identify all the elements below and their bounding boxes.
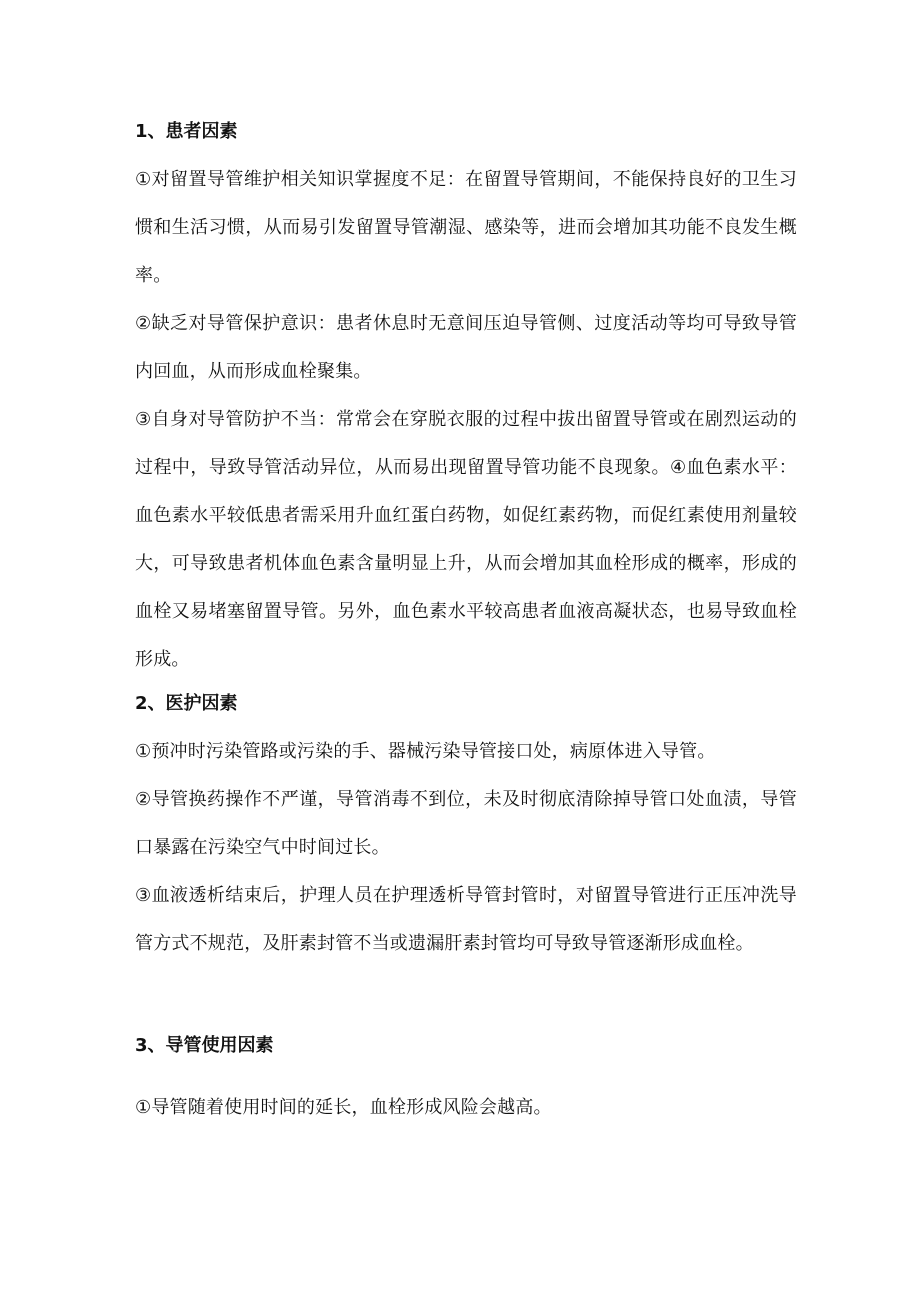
paragraph: ②缺乏对导管保护意识：患者休息时无意间压迫导管侧、过度活动等均可导致导管内回血，从而形成血栓聚集。 bbox=[135, 313, 797, 382]
paragraph: ①导管随着使用时间的延长，血栓形成风险会越高。 bbox=[135, 1097, 552, 1118]
paragraph: ③自身对导管防护不当：常常会在穿脱衣服的过程中拔出留置导管或在剧烈运动的过程中，导致导管活动异位，从而易出现留置导管功能不良现象。④血色素水平：血色素水平较低患者需采用升血红蛋白药物，如促红素药物，而促红素使用剂量较大，可导致患者机体血色素含量明显上升，从而会增加其血栓形成的概率，形成的血栓又易堵塞留置导管。另外，血色素水平较高患者血液高凝状态，也易导致血栓形成。 bbox=[135, 409, 797, 670]
paragraph: ①对留置导管维护相关知识掌握度不足：在留置导管期间，不能保持良好的卫生习惯和生活习惯，从而易引发留置导管潮湿、感染等，进而会增加其功能不良发生概率。 bbox=[135, 169, 797, 286]
section-heading-patient-factors: 1、患者因素 bbox=[135, 121, 238, 142]
section-heading-catheter-usage-factors: 3、导管使用因素 bbox=[135, 1035, 274, 1056]
section-heading-medical-factors: 2、医护因素 bbox=[135, 693, 238, 714]
paragraph: ③血液透析结束后，护理人员在护理透析导管封管时，对留置导管进行正压冲洗导管方式不规范，及肝素封管不当或遗漏肝素封管均可导致导管逐渐形成血栓。 bbox=[135, 885, 797, 954]
paragraph: ①预冲时污染管路或污染的手、器械污染导管接口处，病原体进入导管。 bbox=[135, 741, 716, 762]
document-body bbox=[135, 116, 797, 1132]
paragraph: ②导管换药操作不严谨，导管消毒不到位，未及时彻底清除掉导管口处血渍，导管口暴露在污染空气中时间过长。 bbox=[135, 789, 797, 858]
